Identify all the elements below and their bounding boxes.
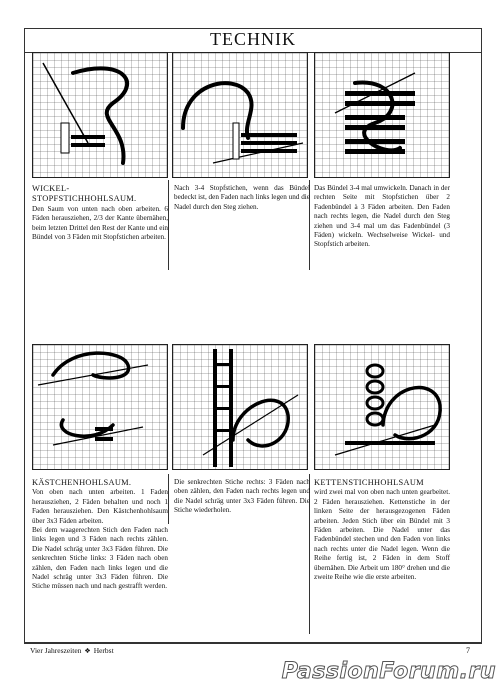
page-header <box>24 28 482 50</box>
stitch-diagram <box>172 344 308 470</box>
section-kettenstichhohlsaum <box>314 478 450 582</box>
section-heading: KÄSTCHENHOHLSAUM. <box>32 478 132 487</box>
section-wickel-cont-2 <box>314 184 450 250</box>
footer-issue: Herbst <box>93 646 114 655</box>
diagram-panel-3 <box>314 52 450 178</box>
column-divider <box>168 180 169 270</box>
section-text: Nach 3-4 Stopfstichen, wenn das Bündel bedeckt ist, den Faden nach links legen und die Nadel durch den Steg ziehen. <box>174 184 310 211</box>
stitch-diagram-graphic <box>173 53 308 178</box>
section-text: Bei dem waagerechten Stich den Faden nach links legen und 3 Fäden nach rechts zählen. Die Nadel schräg unter 3x3 Fäden führen. Die senkrechten Stiche links: 3 Fäden nach oben zählen, den Faden nach links legen und die Nadel schräg unter 3x3 Fäden führen. Die Stiche müssen nach und nach gestrafft werden. <box>32 526 168 591</box>
footer-rule <box>24 643 482 644</box>
stitch-diagram <box>32 344 168 470</box>
stitch-diagram-graphic <box>33 345 168 470</box>
section-text: Von oben nach unten arbeiten. 1 Faden herausziehen, 2 Fäden behalten und noch 1 Faden herausziehen. Den Kästchenhohlsaum über 3x3 Fäden arbeiten. <box>32 488 168 525</box>
page-title: TECHNIK <box>210 29 296 49</box>
stitch-diagram-graphic <box>315 345 450 470</box>
diagram-panel-1 <box>32 52 168 178</box>
section-kaestchen-cont <box>174 478 310 516</box>
stitch-diagram <box>32 52 168 178</box>
column-divider <box>168 474 169 524</box>
diagram-panel-6 <box>314 344 450 470</box>
stitch-diagram <box>314 52 450 178</box>
section-heading: STOPFSTICHHOHLSAUM. <box>32 194 137 204</box>
stitch-diagram <box>314 344 450 470</box>
watermark: PassionForum.ru <box>281 659 496 684</box>
stitch-diagram-graphic <box>315 53 450 178</box>
diagram-panel-4 <box>32 344 168 470</box>
footer-magazine-name: Vier Jahreszeiten <box>30 646 82 655</box>
footer-magazine <box>30 646 114 655</box>
diagram-panel-2 <box>172 52 308 178</box>
stitch-diagram <box>172 52 308 178</box>
section-kaestchenhohlsaum <box>32 478 168 592</box>
stitch-diagram-graphic <box>33 53 168 178</box>
section-wickel-stopfstich <box>32 184 168 242</box>
stitch-diagram-graphic <box>173 345 308 470</box>
diagram-panel-5 <box>172 344 308 470</box>
section-wickel-cont-1 <box>174 184 310 212</box>
section-text: Das Bündel 3-4 mal umwickeln. Danach in der rechten Seite mit Stopfstichen über 2 Fadenbündel à 3 Fäden arbeiten. Den Faden nach rechts legen, die Nadel durch den Steg ziehen und 3-4 mal um das Fadenbündel (3 Fäden) wickeln. Wechselweise Wickel- und Stopfstich arbeiten. <box>314 184 450 249</box>
section-text: Die senkrechten Stiche rechts: 3 Fäden nach oben zählen, den Faden nach rechts legen und die Nadel schräg unter 3x3 Fäden führen. Die Stiche wiederholen. <box>174 478 310 515</box>
section-heading: WICKEL- <box>32 184 70 193</box>
section-text: wird zwei mal von oben nach unten gearbeitet. 2 Fäden herausziehen. Kettenstiche in der linken Seite der herausgezogenen Fäden arbeiten. Jeden Stich über ein Bündel mit 3 Fäden arbeiten. Die Nadel unter das Fadenbündel stechen und den Faden von links nach rechts unter die Nadel legen. Wenn die Reihe fertig ist, 2 Fäden in dem Stoff übernähen. Die Arbeit um 180° drehen und die zweite Reihe wie die erste arbeiten. <box>314 488 450 582</box>
section-heading: KETTENSTICHHOHLSAUM <box>314 478 424 487</box>
section-text: Den Saum von unten nach oben arbeiten. 6 Fäden herausziehen, 2/3 der Kante übernähen, beim letzten Drittel den Rest der Kante und ein Bündel von 3 Fäden mit Stopfstichen arbeiten. <box>32 204 168 242</box>
page-number: 7 <box>466 646 470 655</box>
diamond-icon: ❖ <box>84 647 91 655</box>
